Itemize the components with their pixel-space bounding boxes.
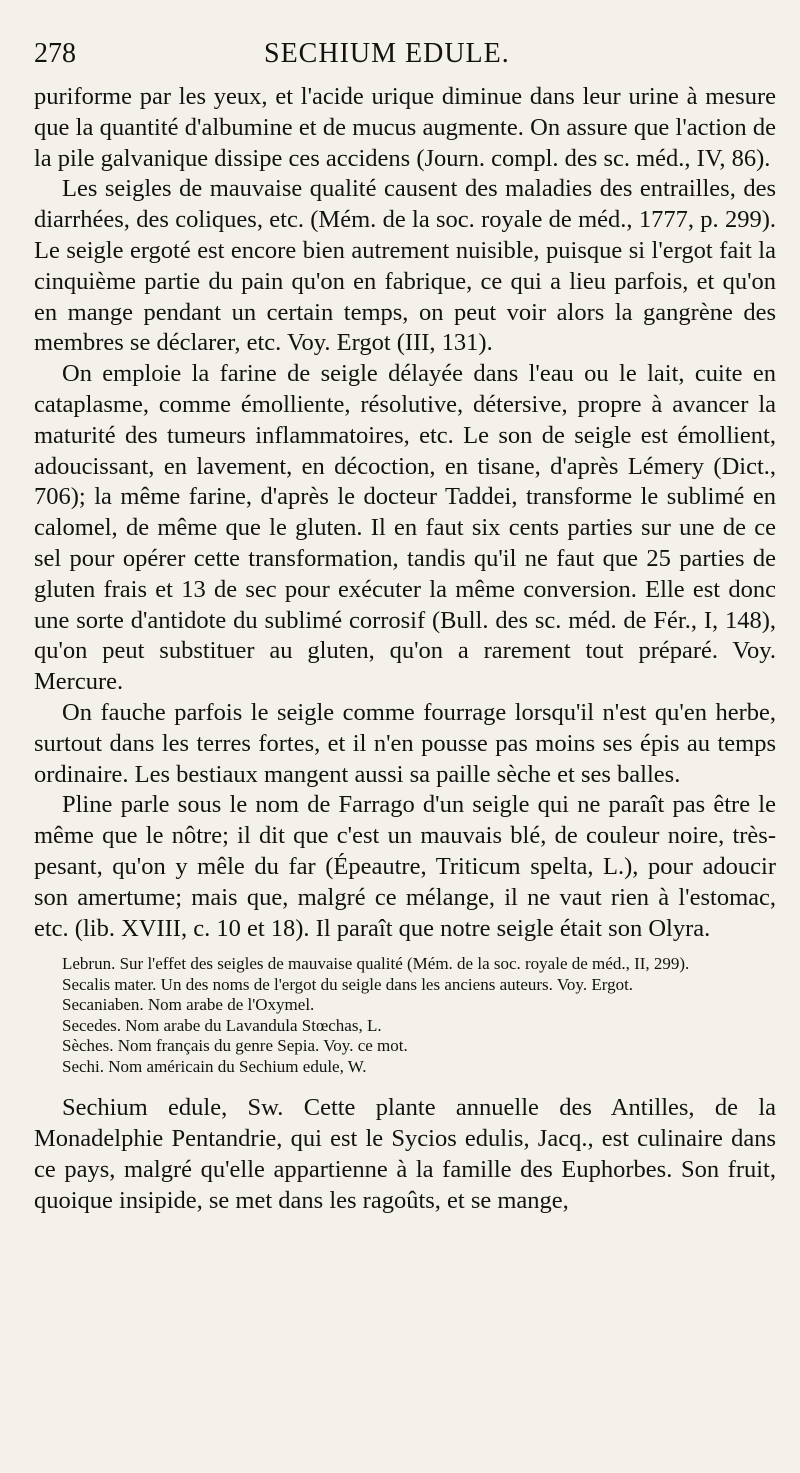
body-text bbox=[34, 82, 776, 944]
entry-sechi: Sechi. Nom américain du Sechium edule, W. bbox=[62, 1056, 367, 1076]
paragraph-sechium-edule: Sechium edule, Sw. Cette plante annuelle des Antilles, de la Monadelphie Pentandrie, qui est le Sycios edulis, Jacq., est culinaire dans ce pays, malgré qu'elle appartienne à la famille des Euphorbes. Son fruit, quoique insipide, se met dans les ragoûts, et se mange, bbox=[34, 1094, 776, 1214]
entry-seches: Sèches. Nom français du genre Sepia. Voy. ce mot. bbox=[62, 1036, 408, 1056]
entry-lebrun: Lebrun. Sur l'effet des seigles de mauvaise qualité (Mém. de la soc. royale de méd., II, 299). bbox=[62, 954, 690, 974]
dictionary-short-entries bbox=[34, 954, 776, 1077]
paragraph-1: puriforme par les yeux, et l'acide urique diminue dans leur urine à mesure que la quantité d'albumine et de mucus augmente. On assure que l'action de la pile galvanique dissipe ces accidens (Journ. compl. des sc. méd., IV, 86). bbox=[34, 83, 776, 172]
paragraph-5: Pline parle sous le nom de Farrago d'un seigle qui ne paraît pas être le même que le nôtre; il dit que c'est un mauvais blé, de couleur noire, très-pesant, qu'on y mêle du far (Épeautre, Triticum spelta, L.), pour adoucir son amertume; mais que, malgré ce mélange, il ne vaut rien à l'estomac, etc. (lib. XVIII, c. 10 et 18). Il paraît que notre seigle était son Olyra. bbox=[34, 791, 776, 942]
paragraph-4: On fauche parfois le seigle comme fourrage lorsqu'il n'est qu'en herbe, surtout dans les terres fortes, et il n'en pousse pas moins ses épis au temps ordinaire. Les bestiaux mangent aussi sa paille sèche et ses balles. bbox=[34, 698, 776, 788]
entry-secaniaben: Secaniaben. Nom arabe de l'Oxymel. bbox=[62, 995, 315, 1015]
page-number: 278 bbox=[34, 38, 76, 69]
running-head bbox=[34, 38, 776, 82]
entry-secedes: Secedes. Nom arabe du Lavandula Stœchas, L. bbox=[62, 1015, 382, 1035]
paragraph-3: On emploie la farine de seigle délayée dans l'eau ou le lait, cuite en cataplasme, comme émolliente, résolutive, détersive, propre à avancer la maturité des tumeurs inflammatoires, etc. Le son de seigle est émollient, adoucissant, en lavement, en décoction, en tisane, d'après Lémery (Dict., 706); la même farine, d'après le docteur Taddei, transforme le sublimé en calomel, de même que le gluten. Il en faut six cents parties sur une de ce sel pour opérer cette transformation, tandis qu'il ne faut que 25 parties de gluten frais et 13 de sec pour exécuter la même conversion. Elle est donc une sorte d'antidote du sublimé corrosif (Bull. des sc. méd. de Fér., I, 148), qu'on peut substituer au gluten, qu'on a rarement tout préparé. Voy. Mercure. bbox=[34, 360, 776, 696]
entry-secalis-mater: Secalis mater. Un des noms de l'ergot du seigle dans les anciens auteurs. Voy. Ergot. bbox=[62, 974, 634, 994]
paragraph-2: Les seigles de mauvaise qualité causent des maladies des entrailles, des diarrhées, des coliques, etc. (Mém. de la soc. royale de méd., 1777, p. 299). Le seigle ergoté est encore bien autrement nuisible, puisque si l'ergot fait la cinquième partie du pain qu'on en fabrique, ce qui a lieu parfois, et qu'on en mange pendant un certain temps, on peut voir alors la gangrène des membres se déclarer, etc. Voy. Ergot (III, 131). bbox=[34, 175, 776, 357]
running-title: SECHIUM EDULE. bbox=[264, 38, 510, 69]
sechium-edule-entry bbox=[34, 1093, 776, 1216]
